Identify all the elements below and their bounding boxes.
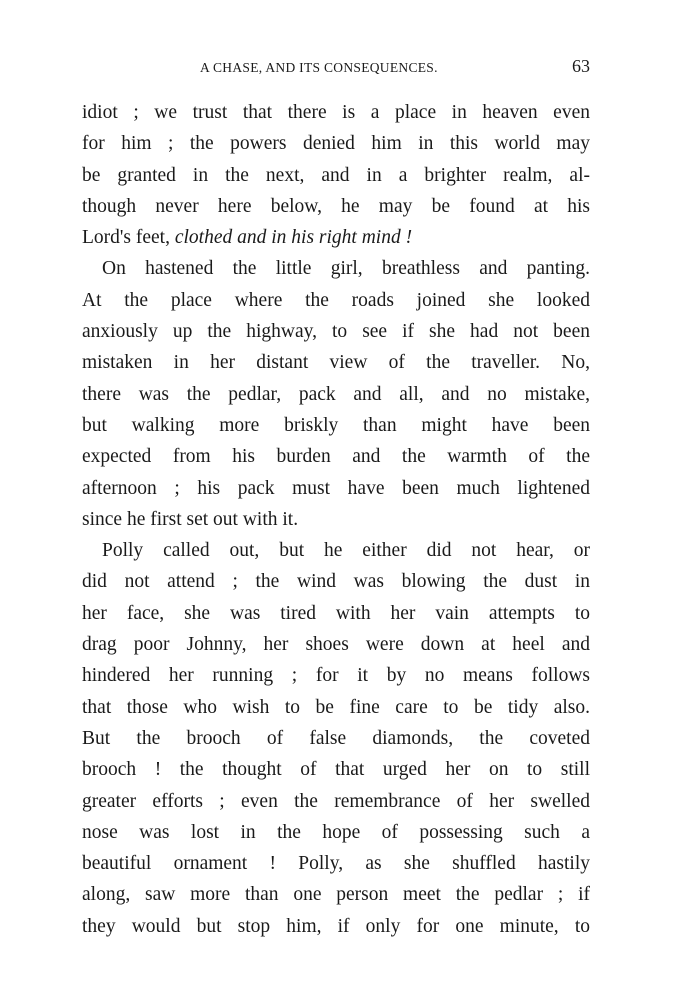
line-text: brooch ! the thought of that urged her on to still [82,759,590,781]
text-line [82,128,590,159]
text-line [82,160,590,191]
text-line [82,97,590,128]
line-text: At the place where the roads joined she looked [82,289,590,311]
text-line [82,911,590,942]
text-line [82,410,590,441]
running-header [82,58,590,82]
line-text: hindered her running ; for it by no means follows [82,665,590,687]
line-text: for him ; the powers denied him in this world may [82,133,590,155]
text-line [82,473,590,504]
text-line [82,285,590,316]
text-line [82,379,590,410]
text-line [82,754,590,785]
text-line [82,629,590,660]
line-text: be granted in the next, and in a brighter realm, al- [82,164,590,186]
line-text: beautiful ornament ! Polly, as she shuffled hastily [82,853,590,875]
text-line [82,347,590,378]
line-text: idiot ; we trust that there is a place in heaven even [82,102,590,123]
line-text: her face, she was tired with her vain attempts to [82,602,590,624]
line-text: did not attend ; the wind was blowing the dust in [82,571,590,593]
text-line [82,253,590,284]
line-text: anxiously up the highway, to see if she had not been [82,321,590,343]
page-body-text [82,97,590,942]
line-text: since he first set out with it. [82,508,299,530]
text-line [82,692,590,723]
line-text: mistaken in her distant view of the traveller. No, [82,352,590,374]
line-text: afternoon ; his pack must have been much lightened [82,477,590,499]
text-line [82,817,590,848]
text-line [82,535,590,566]
line-text: Lord's feet, [82,227,175,249]
text-line [82,191,590,222]
page-number: 63 [572,56,590,76]
italic-text: clothed and in his right mind ! [174,227,413,249]
text-line [82,504,590,535]
running-title: A CHASE, AND ITS CONSEQUENCES. [200,60,438,75]
text-line [82,786,590,817]
line-text: drag poor Johnny, her shoes were down at heel and [82,634,590,656]
line-text: but walking more briskly than might have been [82,414,590,436]
line-text: there was the pedlar, pack and all, and no mistake, [82,383,590,405]
text-line [82,723,590,754]
text-line [82,441,590,472]
line-text: greater efforts ; even the remembrance of her swelled [82,790,590,812]
line-text: they would but stop him, if only for one minute, to [82,915,590,937]
line-text: that those who wish to be fine care to be tidy also. [82,696,590,718]
text-line [82,222,590,253]
text-line [82,848,590,879]
line-text: But the brooch of false diamonds, the coveted [82,727,590,749]
text-line [82,316,590,347]
line-text: Polly called out, but he either did not hear, or [102,540,590,562]
line-text: though never here below, he may be found at his [82,195,590,217]
line-text: On hastened the little girl, breathless and panting. [102,258,590,280]
text-line [82,598,590,629]
line-text: expected from his burden and the warmth of the [82,446,590,468]
text-line [82,660,590,691]
line-text: along, saw more than one person meet the pedlar ; if [82,884,590,906]
text-line [82,879,590,910]
text-line [82,566,590,597]
line-text: nose was lost in the hope of possessing such a [82,821,590,843]
